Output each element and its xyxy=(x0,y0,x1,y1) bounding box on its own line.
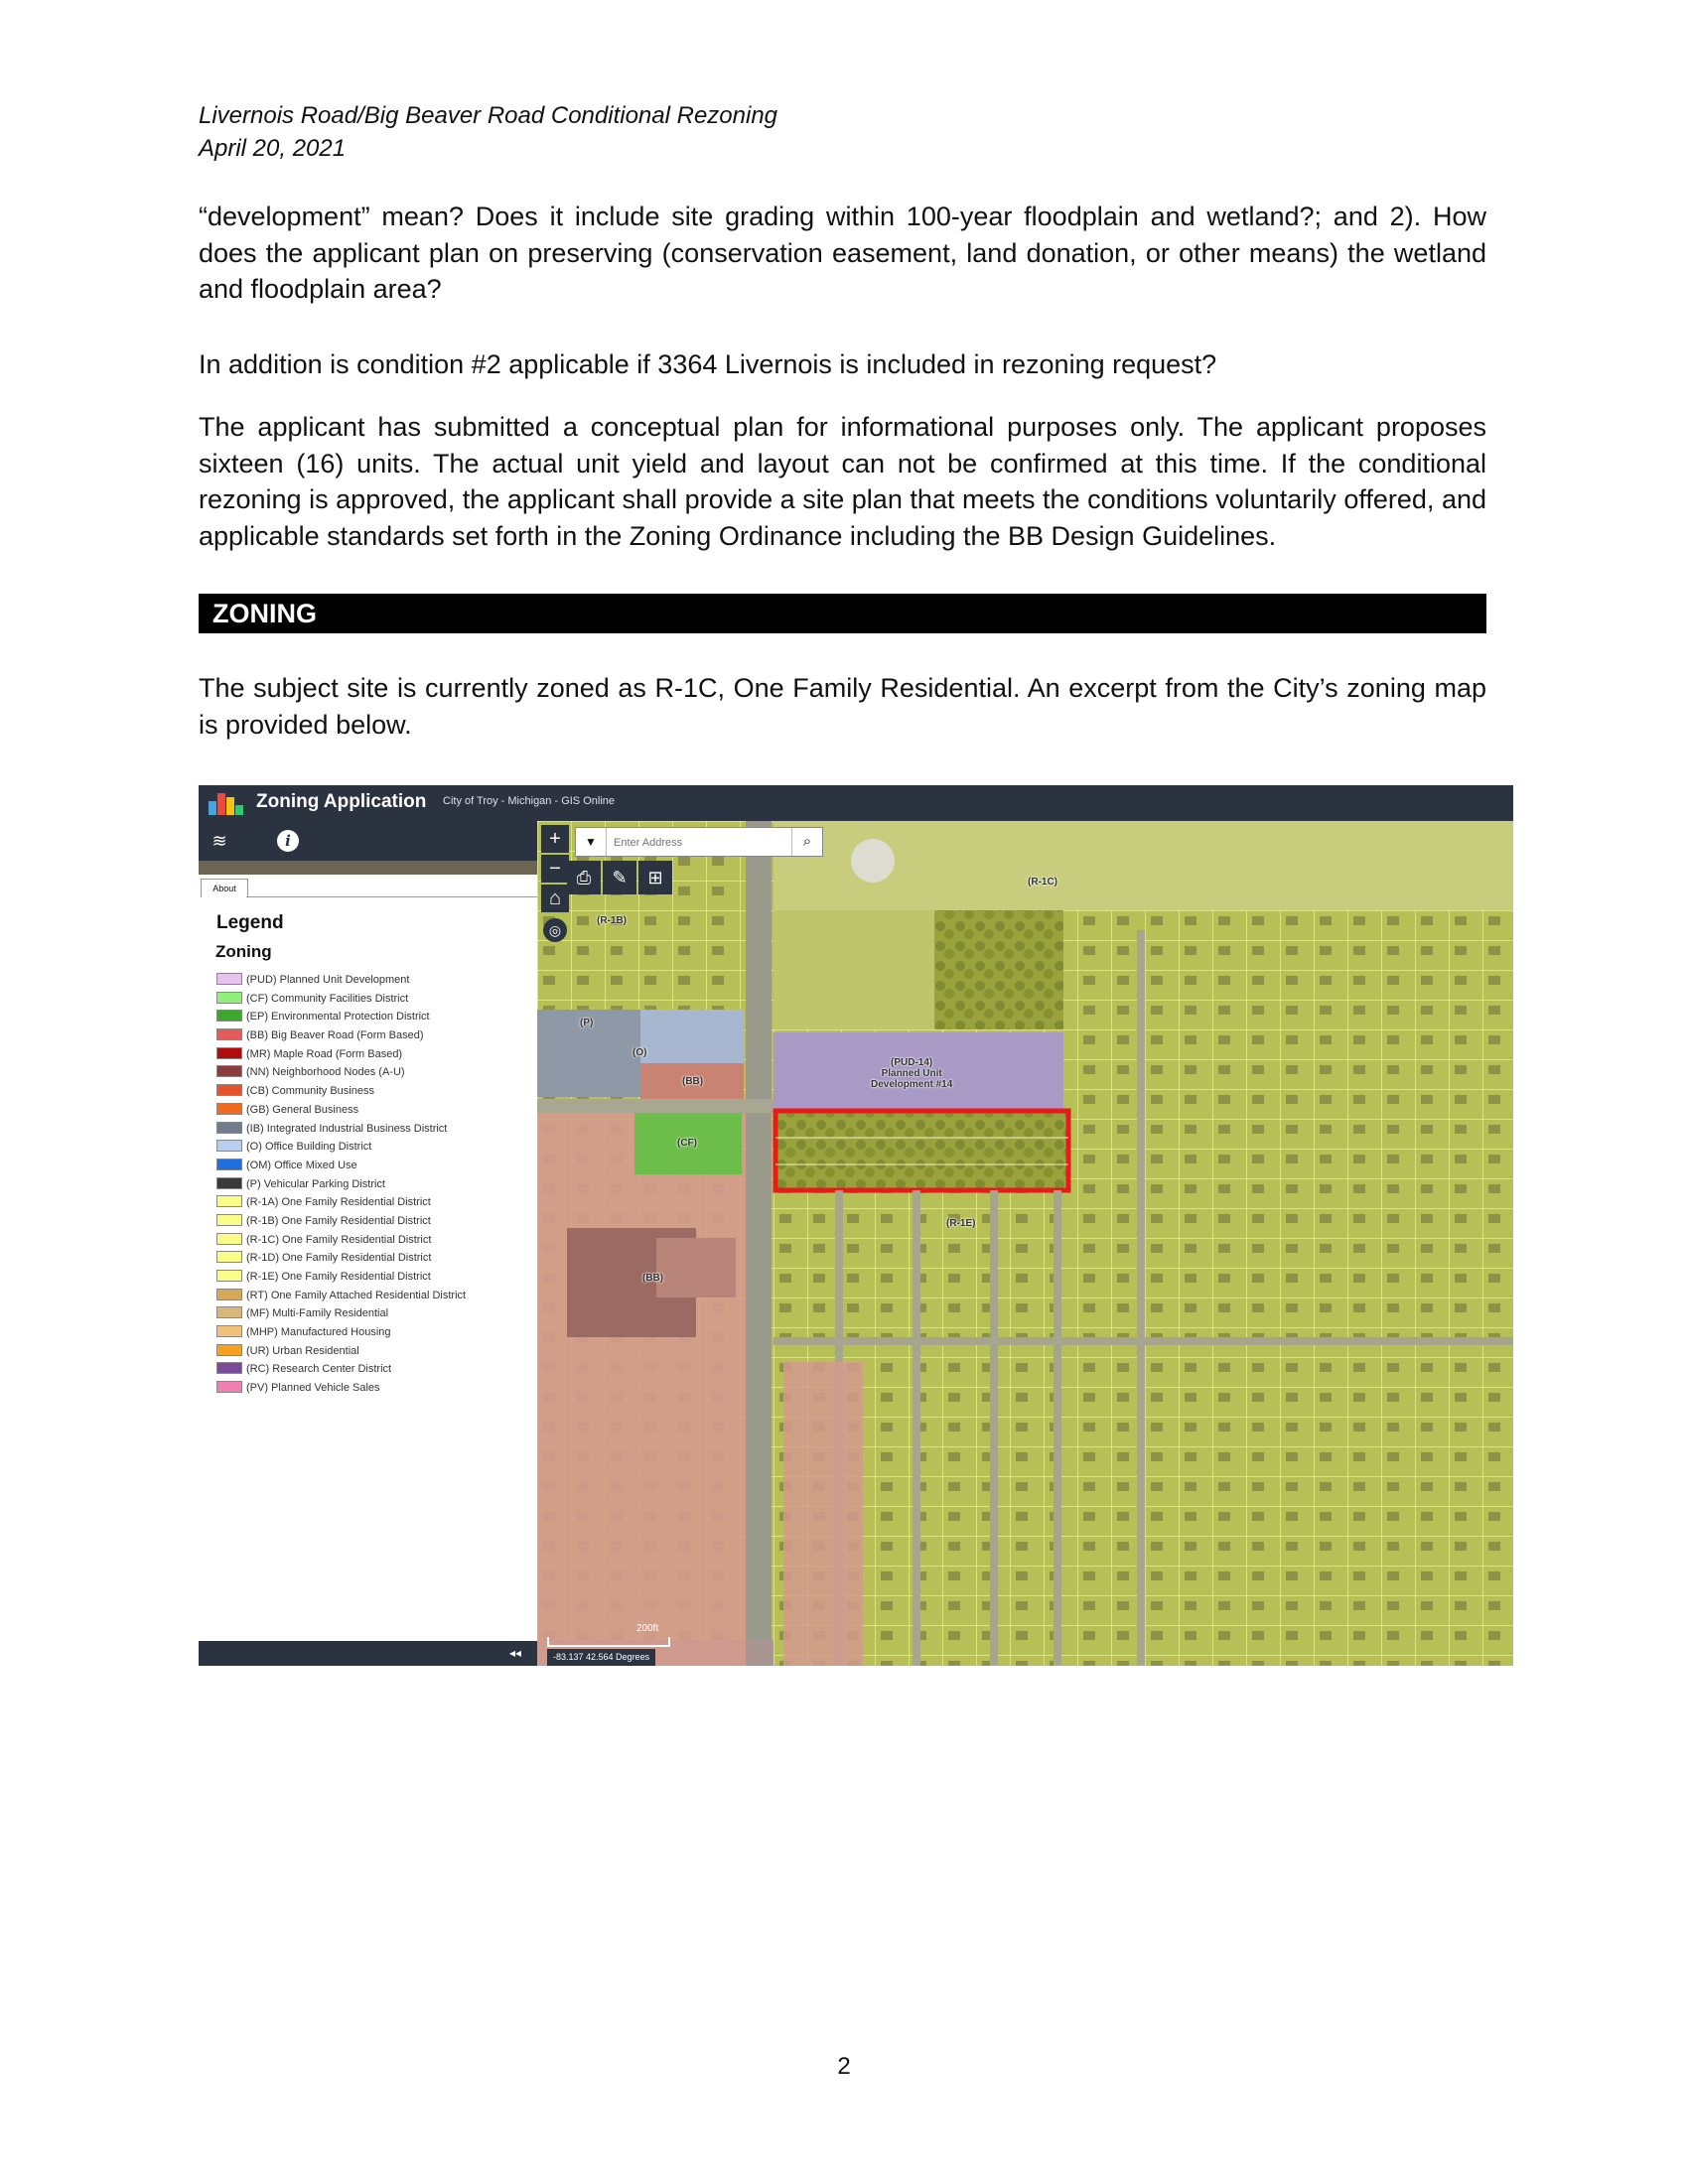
legend-item xyxy=(216,1249,534,1268)
legend-label: (RC) Research Center District xyxy=(246,1363,392,1376)
legend-item xyxy=(216,1138,534,1157)
tab-about[interactable]: About xyxy=(201,879,248,897)
legend-label: (RT) One Family Attached Residential District xyxy=(246,1289,467,1301)
legend-label: (CF) Community Facilities District xyxy=(246,992,409,1005)
legend-item xyxy=(216,1193,534,1212)
legend-panel xyxy=(199,821,537,1666)
app-title: Zoning Application xyxy=(256,791,427,812)
coordinate-readout: -83.137 42.564 Degrees xyxy=(547,1649,655,1666)
south-street-2 xyxy=(913,1190,920,1666)
legend-item xyxy=(216,1342,534,1361)
legend-swatch xyxy=(216,1270,242,1282)
panel-toolbar xyxy=(199,821,537,861)
zone-label-bb-top: (BB) xyxy=(682,1076,704,1087)
legend-swatch xyxy=(216,1362,242,1374)
legend-swatch xyxy=(216,1084,242,1096)
legend-item xyxy=(216,1157,534,1175)
page-number: 2 xyxy=(837,2053,851,2080)
scale-bar xyxy=(547,1637,670,1647)
zoom-out-button[interactable]: − xyxy=(541,855,569,883)
legend-item xyxy=(216,1063,534,1082)
collapse-panel-button[interactable]: ◂◂ xyxy=(199,1641,537,1666)
legend-label: (R-1B) One Family Residential District xyxy=(246,1214,431,1227)
scale-label: 200ft xyxy=(636,1623,659,1634)
zone-label-r1e: (R-1E) xyxy=(946,1218,976,1229)
page-header xyxy=(199,99,777,165)
legend-label: (R-1E) One Family Residential District xyxy=(246,1271,431,1283)
legend-swatch xyxy=(216,1195,242,1207)
legend-label: (MR) Maple Road (Form Based) xyxy=(246,1047,403,1060)
side-street xyxy=(537,1099,774,1113)
legend-swatch xyxy=(216,1306,242,1318)
address-search[interactable] xyxy=(575,827,823,857)
legend-swatch xyxy=(216,1028,242,1040)
south-street-4 xyxy=(1054,1190,1061,1666)
zone-label-o: (O) xyxy=(633,1047,647,1058)
legend-item xyxy=(216,971,534,990)
zone-label-cf: (CF) xyxy=(677,1138,697,1149)
legend-item xyxy=(216,1360,534,1379)
legend-label: (CB) Community Business xyxy=(246,1085,374,1098)
draw-pencil-icon[interactable]: ✎ xyxy=(603,861,636,894)
subject-site-fill xyxy=(775,1111,1068,1190)
search-icon[interactable]: ⌕ xyxy=(791,828,822,856)
pud-label-line-3: Development #14 xyxy=(871,1079,953,1090)
document-title: Livernois Road/Big Beaver Road Conditional Rezoning xyxy=(199,102,778,129)
legend-swatch xyxy=(216,1103,242,1115)
legend-subtitle: Zoning xyxy=(215,942,272,961)
legend-item xyxy=(216,990,534,1009)
school-wing xyxy=(656,1238,736,1297)
legend-label: (IB) Integrated Industrial Business District xyxy=(246,1122,448,1135)
legend-label: (OM) Office Mixed Use xyxy=(246,1159,357,1171)
east-street-1 xyxy=(1137,930,1145,1666)
zone-o xyxy=(640,1010,744,1063)
legend-swatch xyxy=(216,1122,242,1134)
panel-divider-strip xyxy=(199,861,537,875)
legend-label: (R-1C) One Family Residential District xyxy=(246,1233,432,1246)
measure-icon[interactable]: ⊞ xyxy=(638,861,672,894)
legend-item xyxy=(216,1175,534,1194)
legend-title: Legend xyxy=(216,912,284,933)
legend-label: (BB) Big Beaver Road (Form Based) xyxy=(246,1029,424,1042)
legend-item xyxy=(216,1323,534,1342)
legend-swatch xyxy=(216,992,242,1004)
legend-swatch xyxy=(216,1233,242,1245)
zoning-map-screenshot xyxy=(199,785,1513,1666)
legend-swatch xyxy=(216,973,242,985)
legend-swatch xyxy=(216,1010,242,1022)
zone-bb-southeast xyxy=(783,1362,863,1666)
woods-north xyxy=(934,910,1063,1029)
legend-list xyxy=(216,971,534,1398)
document-date: April 20, 2021 xyxy=(199,135,347,162)
legend-swatch xyxy=(216,1177,242,1189)
legend-swatch xyxy=(216,1159,242,1170)
legend-label: (NN) Neighborhood Nodes (A-U) xyxy=(246,1066,405,1079)
south-street-3 xyxy=(990,1190,998,1666)
section-heading-zoning: ZONING xyxy=(199,594,1486,633)
legend-item xyxy=(216,1379,534,1398)
zone-label-p: (P) xyxy=(580,1018,594,1028)
legend-swatch xyxy=(216,1251,242,1263)
legend-label: (R-1D) One Family Residential District xyxy=(246,1252,432,1265)
zone-bb-bottom xyxy=(537,1113,746,1666)
legend-label: (MHP) Manufactured Housing xyxy=(246,1326,391,1339)
paragraph-current-zoning: The subject site is currently zoned as R-1C, One Family Residential. An excerpt from the City’s zoning map is provided below. xyxy=(199,673,1486,740)
legend-label: (PV) Planned Vehicle Sales xyxy=(246,1382,380,1395)
livernois-road xyxy=(746,821,772,1666)
legend-label: (P) Vehicular Parking District xyxy=(246,1177,385,1190)
legend-item xyxy=(216,1008,534,1026)
legend-swatch xyxy=(216,1047,242,1059)
legend-item xyxy=(216,1287,534,1305)
legend-item xyxy=(216,1231,534,1250)
legend-swatch xyxy=(216,1325,242,1337)
legend-swatch xyxy=(216,1065,242,1077)
chevron-down-icon[interactable]: ▼ xyxy=(576,828,607,856)
search-input[interactable] xyxy=(612,832,784,854)
info-icon[interactable]: i xyxy=(277,830,299,852)
map-view[interactable] xyxy=(537,821,1513,1666)
paragraph-floodplain-question: “development” mean? Does it include site grading within 100-year floodplain and wetland?; and 2). How does the applicant plan on preserving (conservation easement, land donation, or other means) the wetland and floodplain area? xyxy=(199,202,1486,304)
legend-swatch xyxy=(216,1381,242,1393)
legend-item xyxy=(216,1045,534,1064)
legend-item xyxy=(216,1082,534,1101)
zone-label-r1c: (R-1C) xyxy=(1028,877,1057,887)
legend-item xyxy=(216,1268,534,1287)
app-subtitle: City of Troy - Michigan - GIS Online xyxy=(443,795,615,807)
legend-label: (EP) Environmental Protection District xyxy=(246,1011,430,1024)
legend-swatch xyxy=(216,1344,242,1356)
pud-label-line-1: (PUD-14) xyxy=(891,1057,933,1068)
legend-label: (UR) Urban Residential xyxy=(246,1344,359,1357)
legend-swatch xyxy=(216,1214,242,1226)
legend-item xyxy=(216,1120,534,1139)
tab-underline xyxy=(246,896,537,897)
legend-swatch xyxy=(216,1289,242,1300)
paragraph-condition-2: In addition is condition #2 applicable if 3364 Livernois is included in rezoning request? xyxy=(199,349,1217,379)
app-logo xyxy=(209,791,242,815)
water-tower xyxy=(851,839,895,883)
home-icon[interactable]: ⌂ xyxy=(541,885,569,912)
legend-item xyxy=(216,1304,534,1323)
legend-swatch xyxy=(216,1140,242,1152)
legend-item xyxy=(216,1212,534,1231)
zoom-in-button[interactable]: + xyxy=(541,825,569,853)
legend-label: (MF) Multi-Family Residential xyxy=(246,1307,389,1320)
legend-label: (GB) General Business xyxy=(246,1103,359,1116)
app-title-bar xyxy=(199,785,1513,821)
zone-label-r1b: (R-1B) xyxy=(597,915,627,926)
pud-label-line-2: Planned Unit xyxy=(881,1068,942,1079)
legend-item xyxy=(216,1101,534,1120)
cross-street xyxy=(774,1337,1513,1345)
print-icon[interactable]: ⎙ xyxy=(567,861,601,894)
legend-item xyxy=(216,1026,534,1045)
legend-label: (PUD) Planned Unit Development xyxy=(246,974,410,986)
paragraph-conceptual-plan: The applicant has submitted a conceptual plan for informational purposes only. The applicant proposes sixteen (16) units. The actual unit yield and layout can not be confirmed at this time. If the conditional rezoning is approved, the applicant shall provide a site plan that meets the conditions voluntarily offered, and applicable standards set forth in the Zoning Ordinance including the BB Design Guidelines. xyxy=(199,412,1486,551)
legend-label: (R-1A) One Family Residential District xyxy=(246,1196,431,1209)
zone-label-pud xyxy=(871,1057,952,1090)
zone-label-bb-bottom: (BB) xyxy=(642,1273,664,1284)
legend-label: (O) Office Building District xyxy=(246,1141,372,1154)
locate-icon[interactable]: ◎ xyxy=(543,918,567,942)
layers-icon[interactable]: ≋ xyxy=(211,831,227,851)
aerial-map-graphic xyxy=(537,821,1513,1666)
